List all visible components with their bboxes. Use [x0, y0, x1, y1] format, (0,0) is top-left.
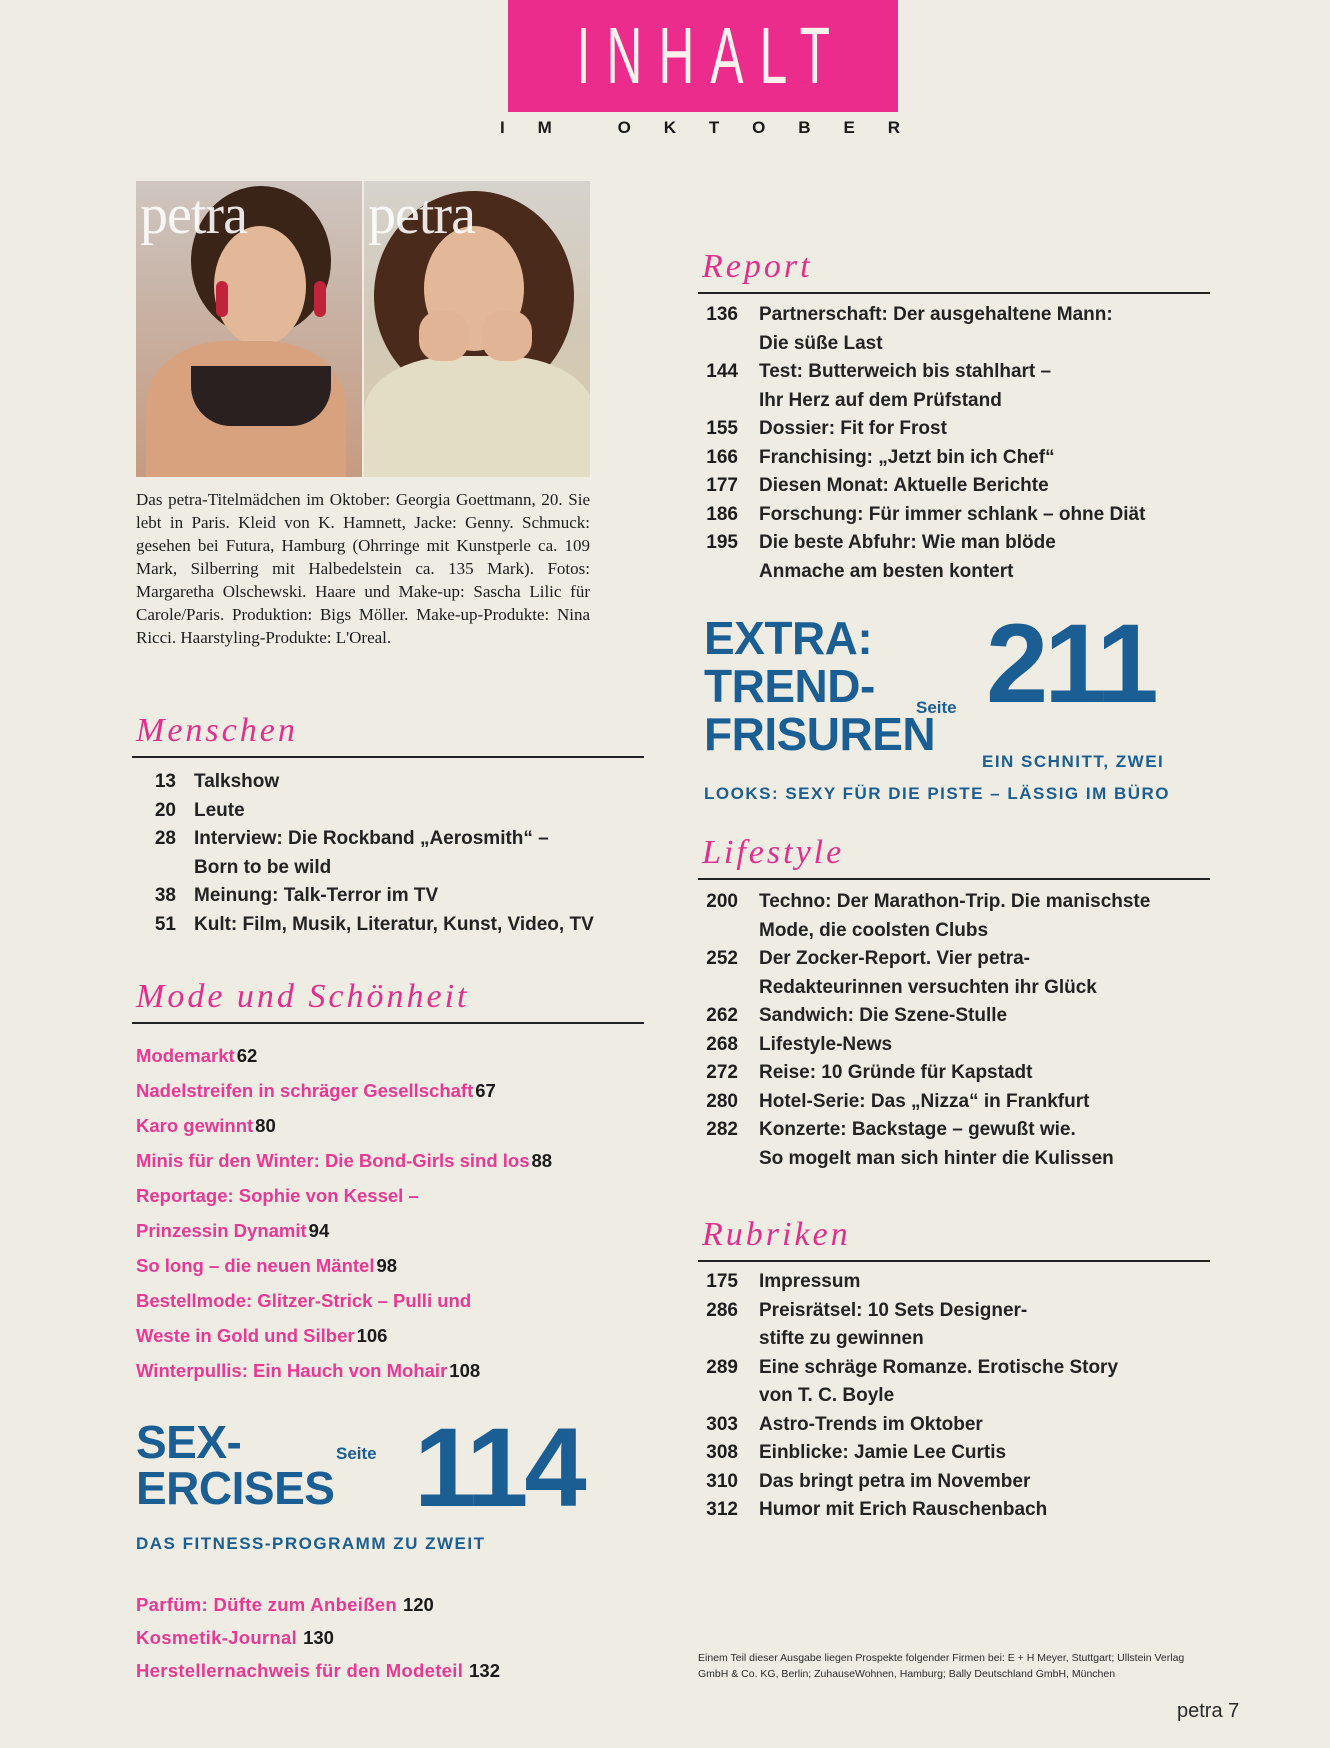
sexercises-promo[interactable]	[136, 1405, 656, 1560]
section-menschen	[132, 714, 644, 758]
promo-tagline: LOOKS: SEXY FÜR DIE PISTE – LÄSSIG IM BÜRO	[704, 784, 1171, 803]
toc-entry[interactable]: 200 Techno: Der Marathon-Trip. Die manischste	[706, 891, 1151, 912]
toc-entry[interactable]: Nadelstreifen in schräger Gesellschaft 67	[136, 1080, 496, 1101]
rubriken-list	[698, 1268, 1118, 1525]
toc-entry[interactable]: Weste in Gold und Silber 106	[136, 1325, 388, 1346]
toc-entry[interactable]: 155 Dossier: Fit for Frost	[706, 418, 947, 439]
promo-headline: FRISUREN	[704, 708, 936, 760]
toc-entry[interactable]: 262 Sandwich: Die Szene-Stulle	[706, 1005, 1008, 1026]
section-title: Rubriken	[702, 1216, 851, 1253]
promo-headline: ERCISES	[136, 1462, 335, 1514]
lifestyle-list	[698, 888, 1150, 1173]
subtitle-letter: K	[663, 118, 676, 137]
header-banner	[508, 0, 898, 112]
promo-headline: TREND-	[704, 660, 875, 712]
subtitle-letter: M	[537, 118, 552, 137]
section-mode	[132, 980, 644, 1024]
toc-entry[interactable]: 195 Die beste Abfuhr: Wie man blöde	[706, 532, 1056, 553]
toc-entry[interactable]: stifte zu gewinnen	[759, 1328, 924, 1349]
cover-photo-1	[136, 181, 362, 477]
toc-entry[interactable]: Prinzessin Dynamit 94	[136, 1220, 330, 1241]
subtitle-letter: I	[500, 118, 505, 137]
mode-list	[136, 1038, 656, 1388]
toc-entry[interactable]: Parfüm: Düfte zum Anbeißen 120	[136, 1594, 434, 1615]
toc-entry[interactable]: Modemarkt 62	[136, 1045, 258, 1066]
extra-promo[interactable]	[704, 601, 1224, 806]
subtitle-letter: B	[798, 118, 811, 137]
promo-page-number: 114	[414, 1405, 583, 1530]
toc-entry[interactable]: Minis für den Winter: Die Bond-Girls sind los 88	[136, 1150, 553, 1171]
inserts-footnote: Einem Teil dieser Ausgabe liegen Prospekte folgender Firmen bei: E + H Meyer, Stuttgart; Ullstein Verlag GmbH & Co. KG, Berlin; ZuhauseWohnen, Hamburg; Bally Deutschland GmbH, München	[698, 1652, 1185, 1680]
section-title: Mode und Schönheit	[136, 978, 470, 1015]
toc-entry[interactable]: Ihr Herz auf dem Prüfstand	[759, 389, 1002, 411]
toc-entry[interactable]: 286 Preisrätsel: 10 Sets Designer-	[706, 1299, 1028, 1321]
toc-entry[interactable]: Born to be wild	[194, 856, 332, 878]
toc-entry[interactable]: von T. C. Boyle	[759, 1385, 895, 1406]
promo-headline: SEX-	[136, 1416, 242, 1468]
section-rule	[132, 756, 644, 758]
toc-entry[interactable]: Winterpullis: Ein Hauch von Mohair 108	[136, 1360, 481, 1381]
toc-entry[interactable]: Die süße Last	[759, 332, 883, 354]
section-rule	[698, 292, 1210, 294]
page-subtitle	[500, 118, 900, 138]
promo-page-number: 211	[986, 601, 1155, 726]
toc-entry[interactable]: 308 Einblicke: Jamie Lee Curtis	[706, 1442, 1007, 1463]
toc-entry[interactable]: 51 Kult: Film, Musik, Literatur, Kunst, Video, TV	[154, 913, 594, 935]
toc-entry[interactable]: 280 Hotel-Serie: Das „Nizza“ in Frankfurt	[706, 1090, 1090, 1112]
report-list	[698, 301, 1145, 586]
subtitle-letter: O	[617, 118, 631, 137]
promo-seite-label: Seite	[916, 698, 957, 717]
toc-entry[interactable]: Mode, die coolsten Clubs	[759, 919, 989, 941]
cover-logo: petra	[140, 184, 247, 246]
cover-logo: petra	[368, 184, 475, 246]
section-rule	[132, 1022, 644, 1024]
toc-entry[interactable]: Kosmetik-Journal 130	[136, 1627, 334, 1648]
toc-entry[interactable]: 38 Meinung: Talk-Terror im TV	[154, 885, 439, 906]
toc-entry[interactable]: Anmache am besten kontert	[759, 560, 1014, 582]
promo-headline: EXTRA:	[704, 612, 873, 664]
toc-entry[interactable]: Redakteurinnen versuchten ihr Glück	[759, 976, 1097, 998]
section-title: Report	[702, 248, 813, 285]
menschen-list	[140, 768, 594, 939]
cover-photos	[136, 181, 590, 477]
toc-entry[interactable]: Karo gewinnt 80	[136, 1115, 276, 1136]
toc-entry[interactable]: 175 Impressum	[706, 1271, 861, 1292]
toc-entry[interactable]: 312 Humor mit Erich Rauschenbach	[706, 1499, 1048, 1520]
toc-entry[interactable]: 268 Lifestyle-News	[706, 1033, 893, 1055]
toc-entry[interactable]: Herstellernachweis für den Modeteil 132	[136, 1660, 501, 1681]
section-report	[698, 250, 1210, 294]
section-rule	[698, 1260, 1210, 1262]
toc-entry[interactable]: 177 Diesen Monat: Aktuelle Berichte	[706, 475, 1049, 496]
page-title: INHALT	[576, 11, 846, 100]
promo-seite-label: Seite	[336, 1444, 377, 1463]
cover-photo-2	[364, 181, 590, 477]
section-title: Lifestyle	[702, 834, 845, 871]
toc-entry[interactable]: 166 Franchising: „Jetzt bin ich Chef“	[706, 446, 1055, 468]
toc-entry[interactable]: 136 Partnerschaft: Der ausgehaltene Mann:	[706, 304, 1113, 325]
section-lifestyle	[698, 836, 1210, 880]
toc-entry[interactable]: So long – die neuen Mäntel 98	[136, 1255, 398, 1276]
beauty-list	[136, 1588, 500, 1687]
toc-entry[interactable]: 252 Der Zocker-Report. Vier petra-	[706, 948, 1031, 969]
toc-entry[interactable]: 310 Das bringt petra im November	[706, 1470, 1031, 1492]
section-title: Menschen	[136, 712, 298, 749]
toc-entry[interactable]: Reportage: Sophie von Kessel –	[136, 1185, 419, 1206]
promo-tagline: EIN SCHNITT, ZWEI	[982, 752, 1165, 771]
cover-caption: Das petra-Titelmädchen im Oktober: Georgia Goettmann, 20. Sie lebt in Paris. Kleid von K. Hamnett, Jacke: Genny. Schmuck: gesehen bei Futura, Hamburg (Ohrringe mit Kunstperle ca. 109 Mark, Silberring mit Halbedelstein ca. 135 Mark). Fotos: Margaretha Olschewski. Haare und Make-up: Sascha Lilic für Carole/Paris. Produktion: Bigs Möller. Make-up-Produkte: Nina Ricci. Haarstyling-Produkte: L'Oreal.	[136, 490, 590, 647]
toc-entry[interactable]: 13 Talkshow	[154, 771, 280, 792]
subtitle-letter: E	[843, 118, 855, 137]
promo-tagline: DAS FITNESS-PROGRAMM ZU ZWEIT	[136, 1534, 486, 1553]
page-number-footer: petra 7	[1177, 1700, 1240, 1722]
toc-entry[interactable]: 272 Reise: 10 Gründe für Kapstadt	[706, 1062, 1033, 1083]
toc-entry[interactable]: 303 Astro-Trends im Oktober	[706, 1413, 983, 1435]
toc-entry[interactable]: Bestellmode: Glitzer-Strick – Pulli und	[136, 1290, 472, 1311]
section-rubriken	[698, 1218, 1210, 1262]
toc-entry[interactable]: 282 Konzerte: Backstage – gewußt wie.	[706, 1119, 1076, 1140]
subtitle-letter: R	[887, 118, 900, 137]
section-rule	[698, 878, 1210, 880]
toc-entry[interactable]: So mogelt man sich hinter die Kulissen	[759, 1147, 1114, 1169]
toc-entry[interactable]: 186 Forschung: Für immer schlank – ohne Diät	[706, 503, 1146, 525]
subtitle-letter: O	[752, 118, 766, 137]
toc-entry[interactable]: 28 Interview: Die Rockband „Aerosmith“ –	[154, 828, 549, 849]
toc-entry[interactable]: 20 Leute	[154, 799, 245, 821]
toc-entry[interactable]: 144 Test: Butterweich bis stahlhart –	[706, 361, 1052, 382]
subtitle-letter: T	[708, 118, 720, 137]
toc-entry[interactable]: 289 Eine schräge Romanze. Erotische Story	[706, 1356, 1119, 1378]
